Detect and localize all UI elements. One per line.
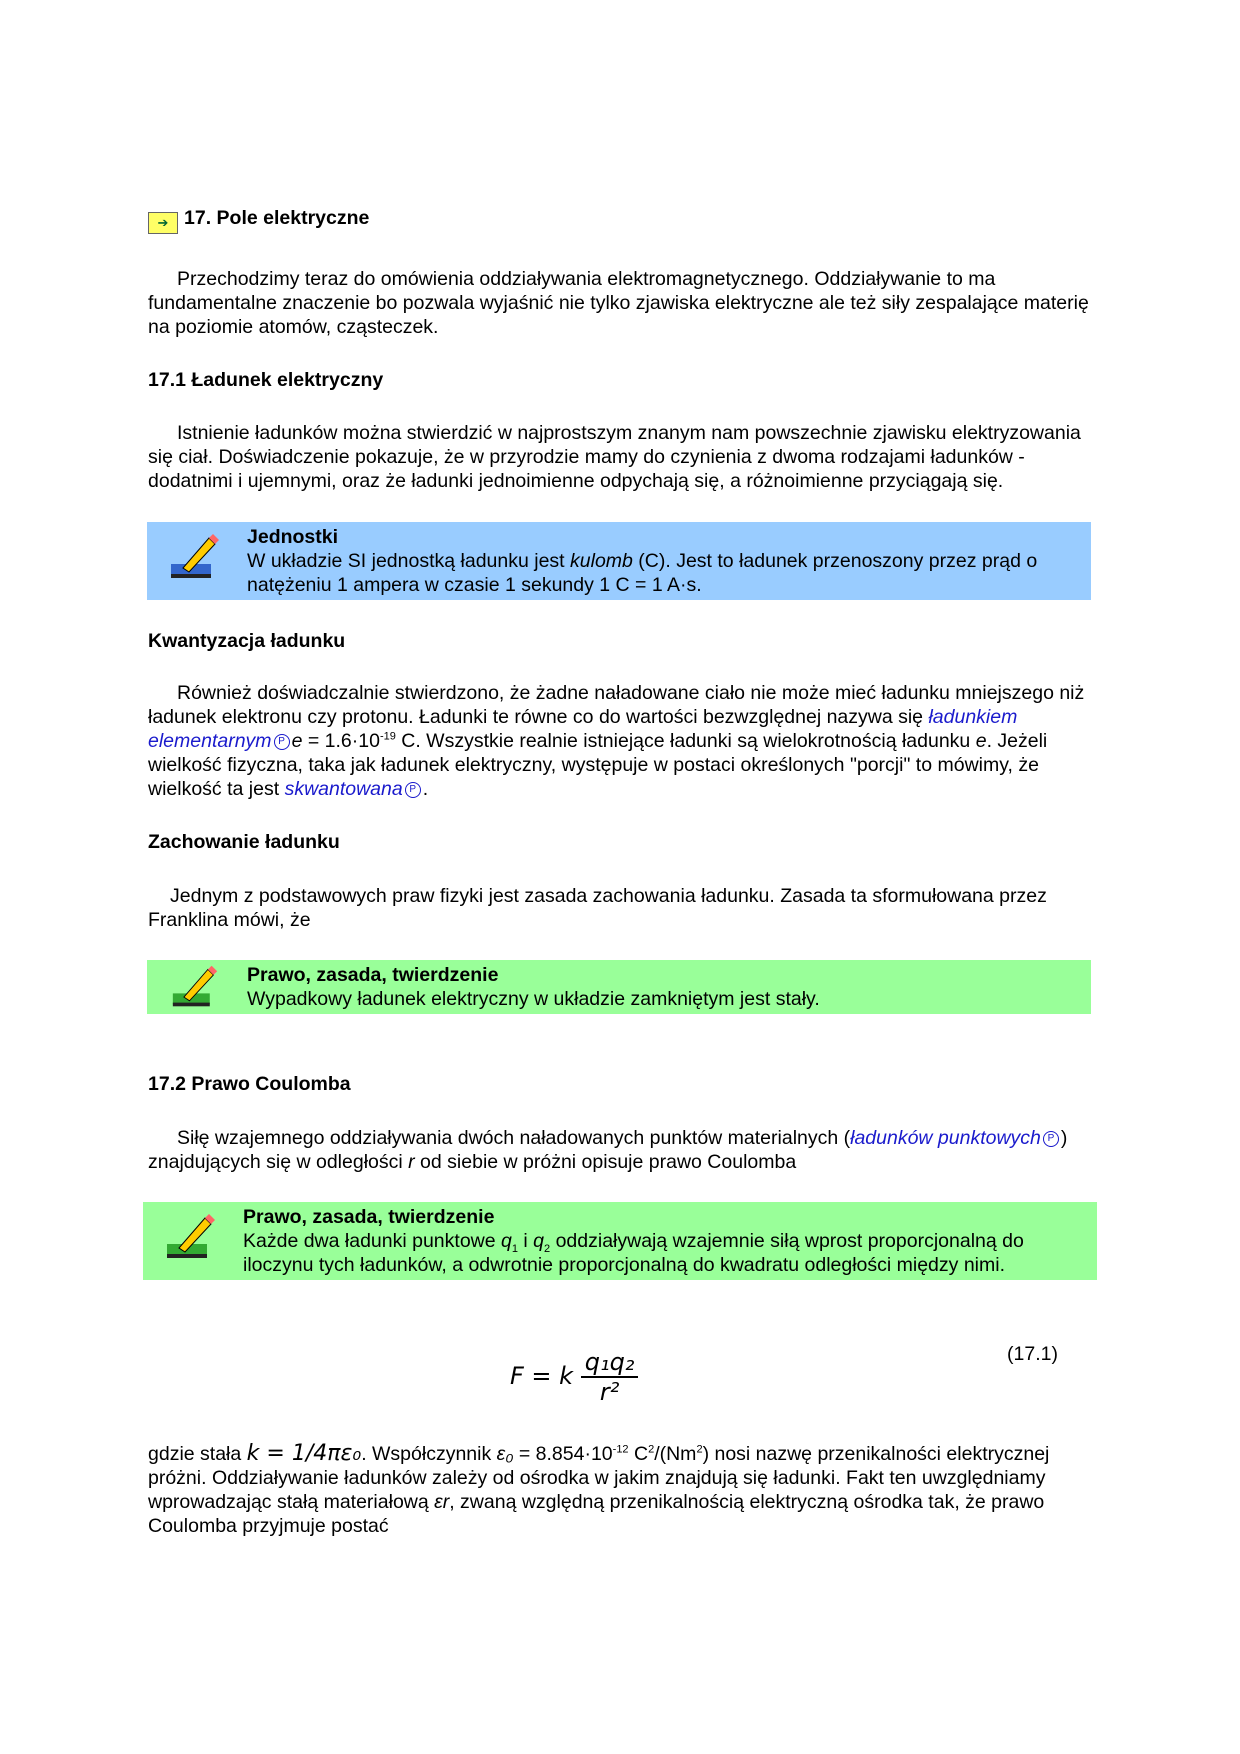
- quantization-paragraph: Również doświadczalnie stwierdzono, że żadne naładowane ciało nie może mieć ładunku mniejszego niż ładunek elektronu czy protonu. Ładunki te równe co do wartości bezwzględnej nazywa się ładunkiem elementarnym P $e = 1.6\cdot 10^{-19}$ C. Wszystkie realnie istniejące ładunki są wielokrotnością ładunku e. Jeżeli wielkość fizyczna, taka jak ładunek elektryczny, występuje w postaci określonych "porcji" to mówimy, że wielkość ta jest skwantowana P .: [148, 682, 1085, 800]
- link-elementary-charge[interactable]: ładunkiem elementarnym: [148, 706, 1018, 752]
- link-point-charges[interactable]: ładunków punktowych: [850, 1127, 1041, 1149]
- k-constant-formula: k = 1/4πε₀: [246, 1441, 362, 1466]
- coulomb-formula: F = k $\frac{\text{q₁q₂}}{\text{r²}}$: [510, 1348, 638, 1406]
- chapter-title: [148, 206, 1093, 234]
- heading-conservation: Zachowanie ładunku: [148, 831, 340, 853]
- chapter-icon[interactable]: ➔: [148, 212, 178, 234]
- formula-row: [148, 1342, 1093, 1422]
- law-box-conservation: [147, 960, 1091, 1014]
- units-box: [147, 522, 1091, 600]
- coulomb-intro-paragraph: Siłę wzajemnego oddziaływania dwóch naładowanych punktów materialnych (ładunków punktowych P ) znajdujących się w odległości r od siebie w próżni opisuje prawo Coulomba: [148, 1127, 1068, 1173]
- heading-quantization: Kwantyzacja ładunku: [148, 630, 346, 652]
- p-link-icon[interactable]: P: [1043, 1131, 1059, 1147]
- charge-paragraph: Istnienie ładunków można stwierdzić w najprostszym znanym nam powszechnie zjawisku elektryzowania się ciał. Doświadczenie pokazuje, że w przyrodzie mamy do czynienia z dwoma rodzajami ładunków - dodatnimi i ujemnymi, oraz że ładunki jednoimienne odpychają się, a różnoimienne przyciągają się.: [148, 422, 1081, 492]
- law-box-coulomb: [143, 1202, 1097, 1280]
- equation-number: (17.1): [1007, 1343, 1058, 1365]
- intro-paragraph: Przechodzimy teraz do omówienia oddziaływania elektromagnetycznego. Oddziaływanie to ma fundamentalne znaczenie bo pozwala wyjaśnić nie tylko zjawiska elektryczne ale też siły zespalające materię na poziomie atomów, cząsteczek.: [148, 268, 1089, 338]
- p-link-icon[interactable]: P: [274, 734, 290, 750]
- units-box-title: Jednostki: [247, 526, 339, 548]
- pencil-note-icon: [169, 962, 221, 1010]
- conservation-paragraph: Jednym z podstawowych praw fizyki jest zasada zachowania ładunku. Zasada ta sformułowana przez Franklina mówi, że: [148, 885, 1047, 931]
- law-box-text: Każde dwa ładunki punktowe $q_1$ i $q_2$ oddziaływają wzajemnie siłą wprost proporcjonalną do iloczynu tych ładunków, a odwrotnie proporcjonalną do kwadratu odległości między nimi.: [243, 1230, 1024, 1276]
- law-box-title: Prawo, zasada, twierdzenie: [247, 964, 499, 986]
- permittivity-paragraph: gdzie stała k = 1/4πε₀. Współczynnik $\varepsilon_0 = 8.854\cdot 10^{-12}$ $C^2/(Nm^2)$ nosi nazwę przenikalności elektrycznej próżni. Oddziaływanie ładunków zależy od ośrodka w jakim znajdują się ładunki. Fakt ten uwzględniamy wprowadzając stałą materiałową εr, zwaną względną przenikalnością elektryczną ośrodka tak, że prawo Coulomba przyjmuje postać: [148, 1441, 1050, 1537]
- chapter-title-text: 17. Pole elektryczne: [184, 207, 370, 229]
- p-link-icon[interactable]: P: [405, 782, 421, 798]
- section-heading-17-2: 17.2 Prawo Coulomba: [148, 1073, 351, 1095]
- pencil-note-icon: [165, 1210, 217, 1262]
- units-box-text: W układzie SI jednostką ładunku jest kulomb (C). Jest to ładunek przenoszony przez prąd o natężeniu 1 ampera w czasie 1 sekundy 1 C = 1 A·s.: [247, 550, 1038, 596]
- law-box-text: Wypadkowy ładunek elektryczny w układzie zamkniętym jest stały.: [247, 988, 820, 1010]
- link-quantized[interactable]: skwantowana: [284, 778, 403, 800]
- pencil-note-icon: [169, 530, 221, 582]
- law-box-title: Prawo, zasada, twierdzenie: [243, 1206, 495, 1228]
- section-heading-17-1: 17.1 Ładunek elektryczny: [148, 369, 384, 391]
